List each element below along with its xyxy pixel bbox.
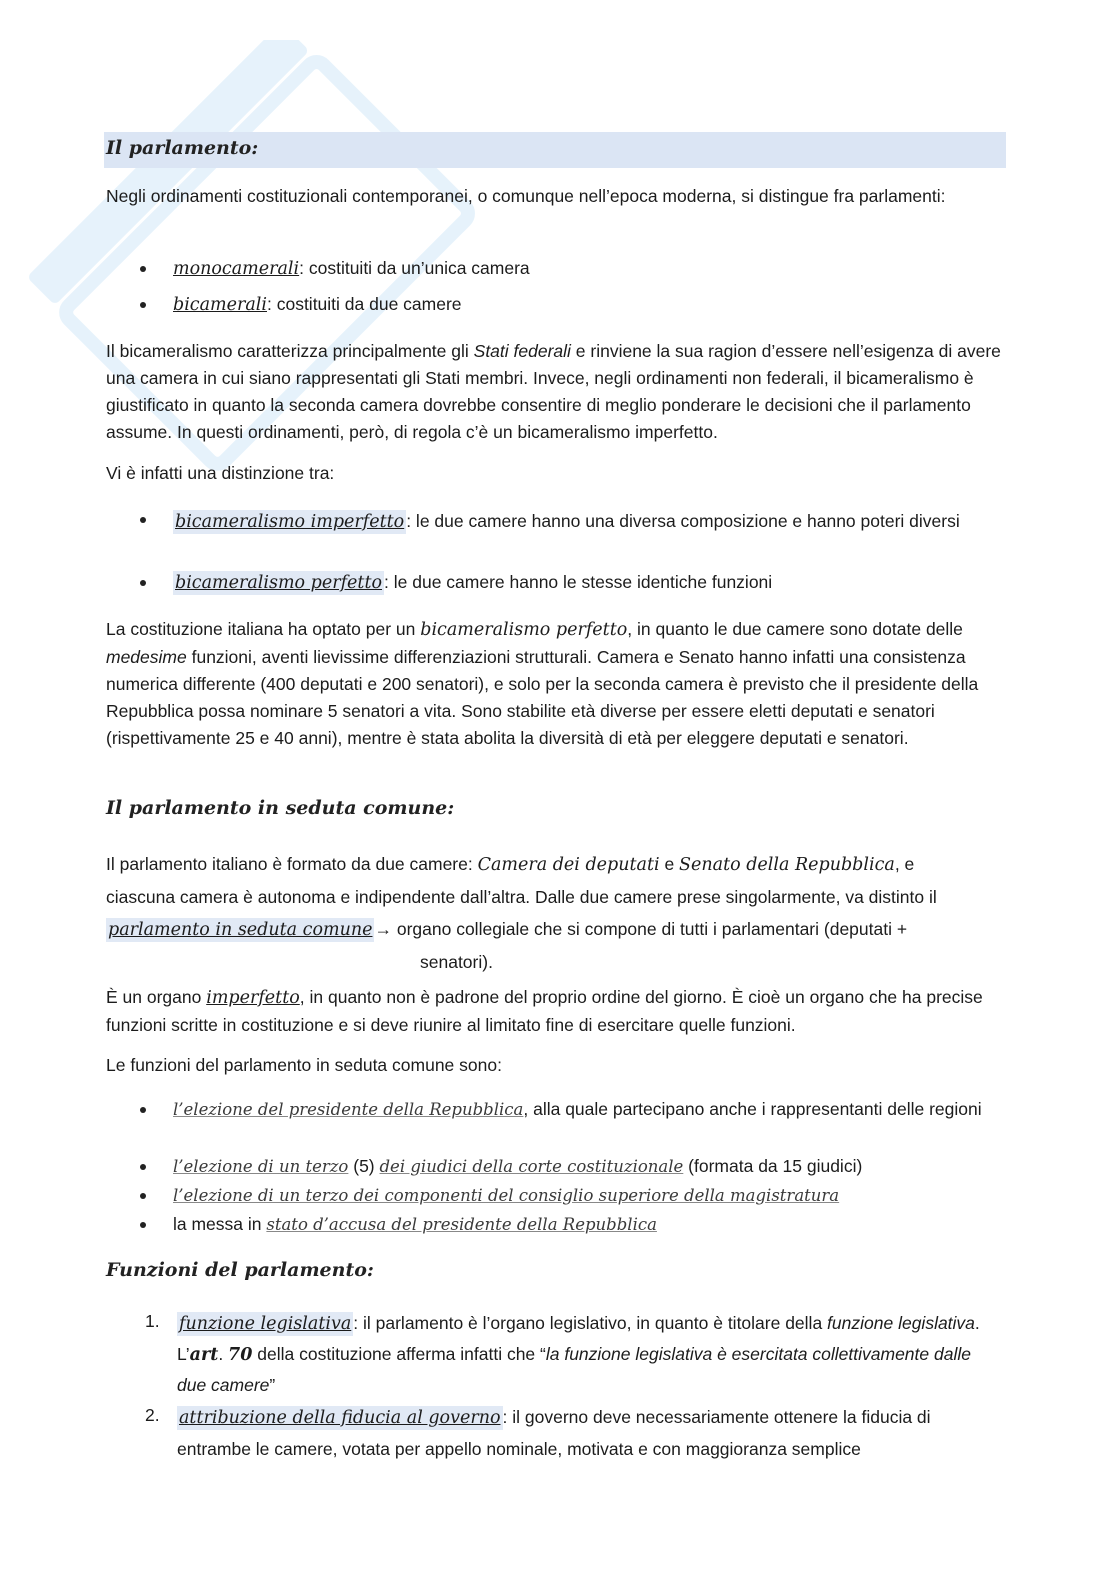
paragraph-text: È un organo [106,987,207,1007]
term: monocamerali [173,259,300,279]
paragraph-text: Vi è infatti una distinzione tra: [106,463,335,483]
bullet-icon [140,517,146,523]
emphasis: art [189,1345,219,1365]
term: bicameralismo imperfetto [175,512,405,532]
term: l’elezione di un terzo [173,1157,349,1176]
emphasis: medesime [106,647,187,667]
list-item-text: : il governo deve necessariamente ottenere la fiducia di entrambe le camere, votata per appello nominale, motivata e con maggioranza semplice [177,1407,931,1459]
section-heading: Il parlamento in seduta comune: [106,797,455,819]
bullet-icon [140,580,146,586]
term: funzione legislativa [179,1314,352,1334]
term: dei giudici della corte costituzionale [379,1157,684,1176]
paragraph [106,848,1016,978]
paragraph-text: , e [894,854,915,874]
paragraph-text: senatori). [420,952,493,972]
list-item-text: : il parlamento è l’organo legislativo, in quanto è titolare della [353,1313,828,1333]
paragraph-text: organo collegiale che si compone di tutti i parlamentari (deputati + [391,919,908,939]
paragraph-text: funzioni, aventi lievissime differenziazioni strutturali. Camera e Senato hanno infatti una consistenza numerica differente (400 deputati e 200 senatori), e solo per la seconda camera è previsto che il presidente della Repubblica possa nominare 5 senatori a vita. Sono stabilite età diverse per essere eletti deputati e senatori (rispettivamente 25 e 40 anni), mentre è stata abolita la diversità di età per eleggere deputati e senatori. [106,647,979,748]
term: Camera dei deputati [477,855,660,875]
bullet-icon [140,302,146,308]
list-item-text: , alla quale partecipano anche i rappresentanti delle regioni [523,1099,982,1119]
paragraph [106,338,1006,446]
paragraph [106,1052,1006,1079]
list-item-text: (formata da 15 giudici) [683,1156,863,1176]
list-item-text: : le due camere hanno le stesse identiche funzioni [384,572,773,592]
list-item-text: . [218,1344,229,1364]
term: imperfetto [206,988,300,1008]
term: attribuzione della fiducia al governo [179,1408,501,1428]
paragraph-text: ciascuna camera è autonoma e indipendente dall’altra. Dalle due camere prese singolarmente, va distinto il [106,887,937,907]
bullet-icon [140,1107,146,1113]
paragraph-text: e rinviene la sua ragion d’essere nell’esigenza di avere una camera in cui siano rappresentati gli Stati membri. Invece, negli ordinamenti non federali, il bicameralismo è giustificato in quanto la seconda camera dovrebbe consentire di meglio ponderare le decisioni che il parlamento assume. In questi ordinamenti, però, di regola c’è un bicameralismo imperfetto. [106,341,1001,442]
arrow-icon: → [374,919,392,939]
list-item-text: : costituiti da un’unica camera [299,258,530,278]
paragraph-text: , in quanto non è padrone del proprio ordine del giorno. È cioè un organo che ha precise funzioni scritte in costituzione e si deve riunire al limitato fine di esercitare quelle funzioni. [106,987,983,1035]
paragraph [106,183,1006,210]
paragraph-text: Le funzioni del parlamento in seduta comune sono: [106,1055,502,1075]
list-item-text: : costituiti da due camere [266,294,462,314]
paragraph-text: La costituzione italiana ha optato per un [106,619,421,639]
paragraph [106,616,1006,752]
paragraph-text: Negli ordinamenti costituzionali contemporanei, o comunque nell’epoca moderna, si distingue fra parlamenti: [106,186,946,206]
section-heading: Il parlamento: [106,137,259,159]
term: Senato della Repubblica [679,855,895,875]
term: bicameralismo perfetto [175,573,383,593]
bullet-icon [140,1164,146,1170]
paragraph-text: Il bicameralismo caratterizza principalmente gli [106,341,474,361]
list-number: 2. [145,1405,160,1425]
paragraph [106,984,1006,1039]
term: parlamento in seduta comune [108,920,373,940]
term: l’elezione di un terzo dei componenti del consiglio superiore della magistratura [173,1186,840,1205]
list-item-text: la messa in [173,1214,267,1234]
bullet-icon [140,1222,146,1228]
emphasis: Stati federali [473,341,571,361]
paragraph [106,460,1006,487]
paragraph-text: , in quanto le due camere sono dotate delle [627,619,963,639]
list-number: 1. [145,1311,160,1331]
list-item-text: : le due camere hanno una diversa composizione e hanno poteri diversi [406,511,960,531]
emphasis: funzione legislativa [827,1313,975,1333]
list-item-text: ” [269,1375,276,1395]
emphasis: 70 [228,1345,253,1365]
section-heading: Funzioni del parlamento: [106,1259,374,1281]
bullet-icon [140,266,146,272]
term: l’elezione del presidente della Repubblica [173,1100,524,1119]
quote: la funzione legislativa è esercitata collettivamente dalle due camere [177,1344,971,1395]
term: bicamerali [173,295,267,315]
paragraph-text: Il parlamento italiano è formato da due camere: [106,854,478,874]
list-item-text: . L’ [177,1313,980,1364]
term: bicameralismo perfetto [420,620,628,640]
paragraph-text: e [659,854,680,874]
bullet-icon [140,1193,146,1199]
term: stato d’accusa del presidente della Repubblica [266,1215,657,1234]
list-item-text: (5) [348,1156,380,1176]
list-item-text: della costituzione afferma infatti che “ [252,1344,546,1364]
